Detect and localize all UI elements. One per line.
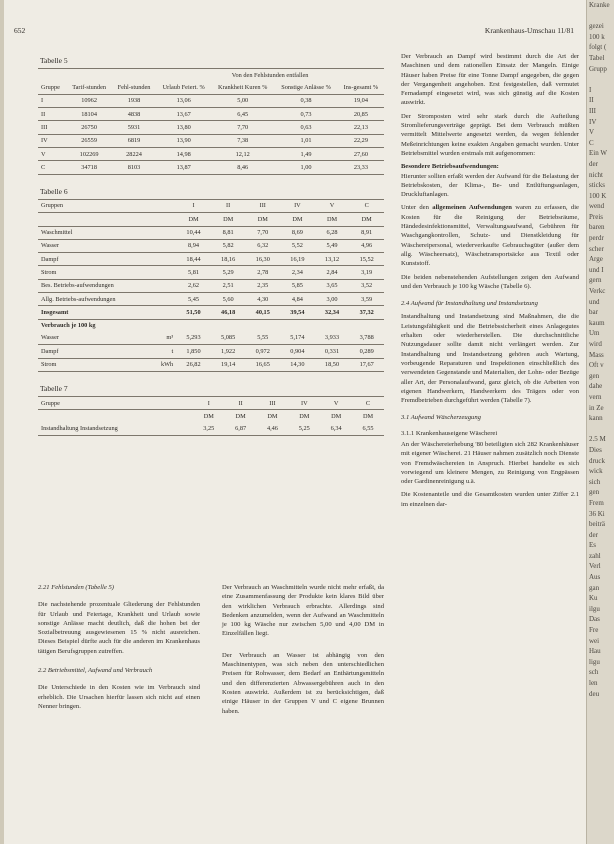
table-cell: 13,12 — [315, 253, 350, 266]
table-cell: 3,52 — [349, 279, 384, 292]
table-cell: 10,44 — [176, 226, 211, 239]
table-cell: 1938 — [112, 94, 156, 107]
strip-text-line: dahe — [589, 382, 603, 391]
table-cell: 0,73 — [274, 108, 338, 121]
row-label: Strom — [38, 266, 176, 279]
table-cell: 40,15 — [245, 306, 280, 319]
table-cell: 14,98 — [156, 148, 211, 161]
strip-text-line: gan — [589, 583, 600, 592]
table-cell: 5,52 — [280, 239, 315, 252]
verbrauch-label: Dampf — [41, 347, 59, 355]
paragraph: Der Verbrauch an Wasser ist abhängig von den Maschinentypen, was sich neben den unterschiedlichen Preisen für Rohwasser, dem Bedarf an Enthärtungsmitteln und den differenzierten Abwassergebühren auch in den Kosten auswirkt. Außerdem ist zu berücksichtigen, daß einige Häuser in der Gruppen V und C eigene Brunnen haben. — [222, 651, 384, 715]
strip-text-line: Frem — [589, 498, 604, 507]
strip-text-line: Es — [589, 541, 596, 550]
tabelle5-group-header: Von den Fehlstunden entfallen — [156, 69, 384, 82]
strip-text-line: Verkc — [589, 287, 606, 296]
table-cell: I — [176, 199, 211, 212]
strip-text-line: ligu — [589, 657, 600, 666]
table-row — [38, 239, 384, 252]
strip-text-line: kaum — [589, 318, 605, 327]
table-cell: 5,81 — [176, 266, 211, 279]
paragraph: Die Unterschiede in den Kosten wie im Verbrauch sind erheblich. Die Ursachen hierfür lassen sich nicht auf einen Nenner bringen. — [38, 684, 200, 710]
strip-text-line: 100 k — [589, 32, 605, 41]
strip-text-line: Grupp — [589, 64, 607, 73]
table-cell: 5,085 — [211, 332, 246, 345]
section-heading-waescherzeugung: 3.1 Aufwand Wäscherzeugung — [401, 414, 481, 422]
table-cell: 5,29 — [211, 266, 246, 279]
table-cell: 13,90 — [156, 134, 211, 147]
column-header: Gruppe — [38, 397, 193, 410]
table-cell: 32,34 — [315, 306, 350, 319]
table-row — [38, 253, 384, 266]
table-cell: II — [211, 199, 246, 212]
subheading-besondere: Besondere Betriebsaufwendungen: — [401, 163, 499, 171]
table-cell: V — [315, 199, 350, 212]
table-cell: 16,65 — [245, 358, 280, 371]
table-cell: 7,38 — [211, 134, 274, 147]
table-cell: 10962 — [66, 94, 111, 107]
strip-text-line: vern — [589, 392, 602, 401]
strip-text-line: sch — [589, 668, 599, 677]
strip-text-line: Ku — [589, 594, 598, 603]
row-label: C — [38, 161, 66, 174]
table-cell: 37,32 — [349, 306, 384, 319]
strip-text-line: Tabel — [589, 53, 605, 62]
strip-text-line: IV — [589, 117, 597, 126]
table-cell: 15,52 — [349, 253, 384, 266]
table-cell: 6,55 — [352, 423, 384, 436]
table-cell: 18,50 — [315, 358, 350, 371]
tabelle5-table — [38, 68, 384, 174]
table-cell: 18,44 — [176, 253, 211, 266]
table-cell: IV — [280, 199, 315, 212]
strip-text-line: wei — [589, 636, 600, 645]
total-label: Insgesamt — [38, 306, 176, 319]
table-cell: DM — [349, 213, 384, 226]
table-row — [38, 94, 384, 107]
table-cell: DM — [299, 412, 310, 420]
strip-text-line: bar — [589, 308, 598, 317]
paragraph: Die Kostenanteile und die Gesamtkosten wurden unter Ziffer 2.1 im einzelnen dar- — [401, 491, 579, 508]
table-cell: 6,87 — [225, 423, 257, 436]
row-label: Dampf — [38, 253, 176, 266]
column-header: Gruppen — [38, 199, 176, 212]
strip-text-line: 36 Ki — [589, 509, 605, 518]
strip-text-line — [587, 74, 614, 85]
table-cell: 20,85 — [338, 108, 384, 121]
bottom-middle-column — [222, 583, 384, 720]
table-row — [38, 134, 384, 147]
table-cell: 12,12 — [211, 148, 274, 161]
table-cell: 6,34 — [320, 423, 352, 436]
table-cell: 2,78 — [245, 266, 280, 279]
strip-text-line: 100 K — [589, 191, 607, 200]
table-cell: DM — [245, 213, 280, 226]
table-cell: 23,33 — [338, 161, 384, 174]
strip-text-line: wird — [589, 340, 602, 348]
table-cell: 26,82 — [176, 358, 211, 371]
table-cell: 39,54 — [280, 306, 315, 319]
tables-column — [38, 52, 384, 436]
table-cell: 27,60 — [338, 148, 384, 161]
paragraph: Instandhaltung und Instandsetzung sind Maßnahmen, die die Leistungsfähigkeit und die Betriebssicherheit eines Anlagegutes erhalten oder wiederherstellen. Die durchschnittliche Nutzungsdauer sollte damit nicht verlängert werden. Zur Instandhaltung und Instandsetzung gehören auch Wartung, vorbeugende Reparaturen und Inspektionen einschließlich des verwendeten Gegenstande und Materialien, der Lohn- oder Bezüge aller Art, der Personalaufwand, ganz gleich, ob die Arbeiten von eigenen Handwerkern, Handwerkern des Trägers oder von Fremdbetrieben durchgeführt werden (Tabelle 7). — [401, 313, 579, 405]
table-cell: 13,80 — [156, 121, 211, 134]
table-cell: C — [349, 199, 384, 212]
strip-text-line: 2.5 M — [589, 435, 606, 444]
table-cell: III — [257, 397, 289, 410]
table-row — [38, 266, 384, 279]
row-label: Waschmittel — [38, 226, 176, 239]
strip-text-line: wick — [589, 467, 603, 476]
table-cell: DM — [280, 213, 315, 226]
strip-text-line: Das — [589, 615, 600, 624]
table-cell: 46,18 — [211, 306, 246, 319]
paragraph: Hierunter sollten erfaßt werden der Aufwand für die Belastung der Betriebskosten, der Klima-, Be- und Entlüftungsanlagen, Druckluftanlagen. — [401, 172, 579, 199]
table-cell: V — [320, 397, 352, 410]
strip-text-line: Oft v — [589, 361, 604, 370]
text-run: waren zu erfassen, die Kosten für die Reinigung der Betriebsräume, Händedesinfektionsmittel, Verwaltungsaufwand, Gebühren für Waschgangkontrollen, Schutz- und Dienstkleidung für Wäschereipersonal, wiederverkaufte Gebrauchsgüter (außer dem allg. Wäscheersatz), Wäschetransportsäcke aus Textil oder Kunststoff. — [401, 204, 579, 268]
column-header: Gruppe — [38, 82, 66, 95]
table-cell: 28224 — [112, 148, 156, 161]
strip-text-line: Ein W — [589, 149, 607, 158]
subheading-krankenhauseigene: 3.1.1 Krankenhauseigene Wäscherei — [401, 429, 498, 437]
paragraph: Die nachstehende prozentuale Gliederung der Fehlstunden für Urlaub und Feiertage, Krankheit und Urlaub sowie sonstige Anlässe macht deutlich, daß die hohen bei der Sozialbetreuung ausgewiesenen 15 % nicht ausreichen. Dieses Beispiel dürfte auch für die anderen im Krankenhaus tätigen Berufsgruppen zutreffen. — [38, 601, 200, 655]
row-label: Bes. Betriebs-aufwendungen — [38, 279, 176, 292]
table-cell: 51,50 — [176, 306, 211, 319]
table-cell: Fehl-stunden — [112, 82, 156, 95]
table-cell: 19,04 — [338, 94, 384, 107]
table-cell: 4,84 — [280, 293, 315, 306]
table-cell: 13,06 — [156, 94, 211, 107]
table-cell: 5,55 — [245, 332, 280, 345]
strip-text-line: Um — [589, 329, 600, 338]
table-cell: 5931 — [112, 121, 156, 134]
table-cell: 18104 — [66, 108, 111, 121]
row-label: Allg. Betriebs-aufwendungen — [38, 293, 176, 306]
tabelle6-table — [38, 199, 384, 372]
bottom-left-column — [38, 583, 200, 715]
table-cell: 2,84 — [315, 266, 350, 279]
table-cell: 19,14 — [211, 358, 246, 371]
row-label: Instandhaltung Instandsetzung — [38, 423, 193, 436]
text-run: Unter den — [401, 204, 433, 212]
strip-text-line: perdr — [589, 234, 604, 243]
strip-text-line: len — [589, 679, 598, 687]
strip-text-line: und I — [589, 265, 604, 274]
section-heading-instandhaltung: 2.4 Aufwand für Instandhaltung und Instandsetzung — [401, 300, 538, 308]
table-cell: 26559 — [66, 134, 111, 147]
table-cell: 6819 — [112, 134, 156, 147]
strip-text-line: I — [589, 85, 592, 94]
strip-text-line: III — [589, 106, 596, 115]
table-cell: 0,972 — [245, 345, 280, 358]
table-cell: 26750 — [66, 121, 111, 134]
strip-text-line: C — [589, 138, 594, 147]
tabelle6-verbrauch-title: Verbrauch je 100 kg — [41, 322, 96, 330]
strip-text-line: ilgu — [589, 604, 600, 613]
verbrauch-unit: m³ — [166, 334, 174, 342]
table-cell: 1,01 — [274, 134, 338, 147]
table-cell: Urlaub Feiert. % — [156, 82, 211, 95]
table-cell: 5,00 — [211, 94, 274, 107]
table-cell: DM — [331, 412, 342, 420]
table-cell: 1,922 — [211, 345, 246, 358]
table-cell: 8103 — [112, 161, 156, 174]
table-cell: 8,94 — [176, 239, 211, 252]
table-cell: 5,49 — [315, 239, 350, 252]
row-label: II — [38, 108, 66, 121]
table-cell: 3,00 — [315, 293, 350, 306]
running-title: Krankenhaus-Umschau 11/81 — [484, 26, 574, 35]
table-cell: Krankheit Kuren % — [211, 82, 274, 95]
strip-text-line: Hau — [589, 647, 601, 656]
strip-text-line: folgt ( — [589, 43, 607, 52]
table-cell: 18,16 — [211, 253, 246, 266]
table-cell: 3,933 — [315, 332, 350, 345]
tabelle5-caption: Tabelle 5 — [40, 56, 68, 65]
table-cell: 3,788 — [349, 332, 384, 345]
strip-text-line: scher — [589, 244, 604, 253]
table-cell: 5,85 — [280, 279, 315, 292]
strip-text-line: gezei — [589, 22, 604, 31]
row-label — [38, 332, 176, 345]
strip-text-line: zahl — [589, 551, 601, 560]
tabelle7-table — [38, 396, 384, 436]
paragraph: Der Verbrauch an Dampf wird bestimmt durch die Art der Maschinen und dem rationellen Einsatz der Mangeln. Einige Häuser haben Preise für eine Tonne Dampf angegeben, die gegen der Vergangenheit angehoben. Erst festgestellen, daß vermutet Fernadampf eingesetzt wird, was sich günstig auf die Kosten auswirkt. — [401, 53, 579, 107]
table-cell: DM — [235, 412, 246, 420]
strip-text-line: deu — [589, 689, 600, 698]
paragraph: An der Wäschereierhebung '80 beteiligten sich 282 Krankenhäuser mit eigener Wäscherei. 21 Häuser nahmen zusätzlich noch Dienste von Fremdwäschereien in Anspruch. Hierbei handelte es sich vorwiegend um kleinere Mengen, zu Reinigung von Engpässen oder Gardinenreinigung u.ä. — [401, 440, 579, 486]
table-cell: 34718 — [66, 161, 111, 174]
table-cell: 8,46 — [211, 161, 274, 174]
paragraph: Der Verbrauch an Waschmitteln wurde nicht mehr erfaßt, da eine Zusammenfassung der Produkte kein klares Bild über den wirklichen Verbrauch erbrachte. Allerdings sind Bedenken anzumelden, wenn der Aufwand an Waschmitteln je 100 kg Wäsche nur zwischen 5,00 und 4,00 DM in Einzelfällen liegt. — [222, 584, 384, 638]
row-label — [38, 345, 176, 358]
strip-text-line: beiträ — [589, 520, 605, 529]
table-cell: 0,63 — [274, 121, 338, 134]
table-cell: 8,91 — [349, 226, 384, 239]
paragraph — [401, 203, 579, 268]
table-row — [38, 226, 384, 239]
verbrauch-label: Wasser — [41, 334, 60, 342]
strip-text-line: der — [589, 530, 598, 539]
table-cell: 5,25 — [288, 423, 320, 436]
row-label — [38, 358, 176, 371]
strip-text-line: sich — [589, 477, 601, 486]
table-cell: 6,28 — [315, 226, 350, 239]
table-cell: DM — [203, 412, 214, 420]
table-cell: III — [245, 199, 280, 212]
strip-text-line: Mass — [589, 350, 604, 359]
table-cell: DM — [267, 412, 278, 420]
table-cell: 14,30 — [280, 358, 315, 371]
table-cell: 2,34 — [280, 266, 315, 279]
table-cell: 7,70 — [245, 226, 280, 239]
page-number: 652 — [14, 26, 26, 35]
table-cell: 2,35 — [245, 279, 280, 292]
table-cell: 1,49 — [274, 148, 338, 161]
table-cell: 5,60 — [211, 293, 246, 306]
strip-text-line: gern — [589, 276, 602, 285]
table-cell: 8,69 — [280, 226, 315, 239]
tabelle7-caption: Tabelle 7 — [40, 383, 68, 393]
strip-text-line: Kranke — [589, 1, 610, 9]
table-cell: Ins-gesamt % — [338, 82, 384, 95]
table-cell: Tarif-stunden — [66, 82, 111, 95]
row-label: III — [38, 121, 66, 134]
table-cell: 2,62 — [176, 279, 211, 292]
table-cell: 5,174 — [280, 332, 315, 345]
strip-text-line: Dies — [589, 445, 602, 454]
table-cell: 4838 — [112, 108, 156, 121]
table-cell: 0,904 — [280, 345, 315, 358]
table-cell: I — [193, 397, 225, 410]
row-label: I — [38, 94, 66, 107]
tabelle6-caption: Tabelle 6 — [40, 186, 68, 196]
table-cell: 13,87 — [156, 161, 211, 174]
table-cell: 13,67 — [156, 108, 211, 121]
table-cell: 16,19 — [280, 253, 315, 266]
strip-text-line: nicht — [589, 170, 603, 179]
table-cell: 16,30 — [245, 253, 280, 266]
strip-text-line: sticks — [589, 181, 605, 190]
verbrauch-unit: t — [171, 347, 174, 355]
table-row — [38, 345, 384, 358]
table-cell: 22,13 — [338, 121, 384, 134]
table-cell: DM — [211, 213, 246, 226]
table-cell: 0,331 — [315, 345, 350, 358]
unit-cell — [38, 213, 176, 226]
strip-text-line: baren — [589, 223, 605, 232]
table-row — [38, 148, 384, 161]
table-cell: 4,30 — [245, 293, 280, 306]
strip-text-line: Verl — [589, 562, 601, 571]
strip-text-line: Arge — [589, 255, 603, 264]
table-cell: 6,45 — [211, 108, 274, 121]
table-row — [38, 279, 384, 292]
strip-text-line: und — [589, 297, 600, 306]
table-cell: 7,70 — [211, 121, 274, 134]
table-cell: 1,850 — [176, 345, 211, 358]
table-cell: DM — [176, 213, 211, 226]
verbrauch-label: Strom — [41, 361, 57, 369]
document-page — [4, 0, 586, 844]
strip-text-line: der — [589, 159, 598, 168]
table-cell: DM — [362, 412, 374, 420]
strip-text-line: Preis — [589, 212, 603, 221]
strip-text-line: Fre — [589, 626, 599, 635]
table-cell: 4,46 — [257, 423, 289, 436]
table-cell: 22,29 — [338, 134, 384, 147]
table-cell: 102269 — [66, 148, 111, 161]
table-row — [38, 358, 384, 371]
table-cell: 17,67 — [349, 358, 384, 371]
row-label: V — [38, 148, 66, 161]
table-cell: 5,45 — [176, 293, 211, 306]
table-cell: 5,293 — [176, 332, 211, 345]
table-cell: 4,96 — [349, 239, 384, 252]
table-cell: II — [225, 397, 257, 410]
section-heading-fehlstunden: 2.21 Fehlstunden (Tabelle 5) — [38, 584, 114, 591]
table-cell: Sonstige Anlässe % — [274, 82, 338, 95]
table-row — [38, 108, 384, 121]
subheading-allgemeine: allgemeinen Aufwendungen — [432, 204, 512, 212]
row-label: Wasser — [38, 239, 176, 252]
strip-text-line: wend — [589, 202, 605, 211]
row-label: IV — [38, 134, 66, 147]
strip-text-line: gen — [589, 488, 600, 497]
table-row — [38, 332, 384, 345]
table-cell: 1,00 — [274, 161, 338, 174]
table-cell: 5,82 — [211, 239, 246, 252]
strip-text-line: V — [589, 128, 595, 137]
verbrauch-unit: kWh — [160, 361, 174, 369]
table-row — [38, 293, 384, 306]
table-cell: DM — [315, 213, 350, 226]
strip-text-line: in Ze — [589, 403, 604, 412]
paragraph: Der Stromposten wird sehr stark durch die Aufteilung Stromlieferungsverträge geprägt. Bei dem Verbrauch müßten vermittelt Mittelwerte angesetzt werden, da wegen fehlender Meßeinrichtungen keine exakten Angaben gemacht wurden. Unter Betriebsmittel wurden erstmals mit aufgenommen: — [401, 112, 579, 157]
table-cell: 6,32 — [245, 239, 280, 252]
table-cell: 0,289 — [349, 345, 384, 358]
adjacent-page-edge — [586, 0, 614, 844]
table-cell: 0,38 — [274, 94, 338, 107]
strip-text-line — [587, 424, 614, 435]
table-cell: IV — [288, 397, 320, 410]
strip-text-line — [587, 11, 614, 22]
table-cell: C — [352, 397, 384, 410]
table-row — [38, 121, 384, 134]
table-cell: 3,25 — [193, 423, 225, 436]
table-cell: 3,59 — [349, 293, 384, 306]
unit-cell — [38, 410, 193, 423]
table-cell: 2,51 — [211, 279, 246, 292]
strip-text-line: kann — [589, 414, 603, 423]
strip-text-line: Aus — [589, 573, 601, 582]
table-cell: 3,19 — [349, 266, 384, 279]
right-text-column — [401, 52, 579, 513]
strip-text-line: druck — [589, 456, 605, 465]
table-cell: 8,81 — [211, 226, 246, 239]
paragraph: Die beiden nebenstehenden Aufstellungen zeigen den Aufwand und den Verbrauch je 100 kg Wäsche (Tabelle 6). — [401, 273, 579, 290]
table-row — [38, 161, 384, 174]
strip-text-line: II — [589, 96, 594, 105]
strip-text-line: gen — [589, 371, 600, 380]
section-heading-betriebsmittel: 2.2 Betriebsmittel, Aufwand und Verbrauch — [38, 667, 153, 675]
table-cell: 3,65 — [315, 279, 350, 292]
